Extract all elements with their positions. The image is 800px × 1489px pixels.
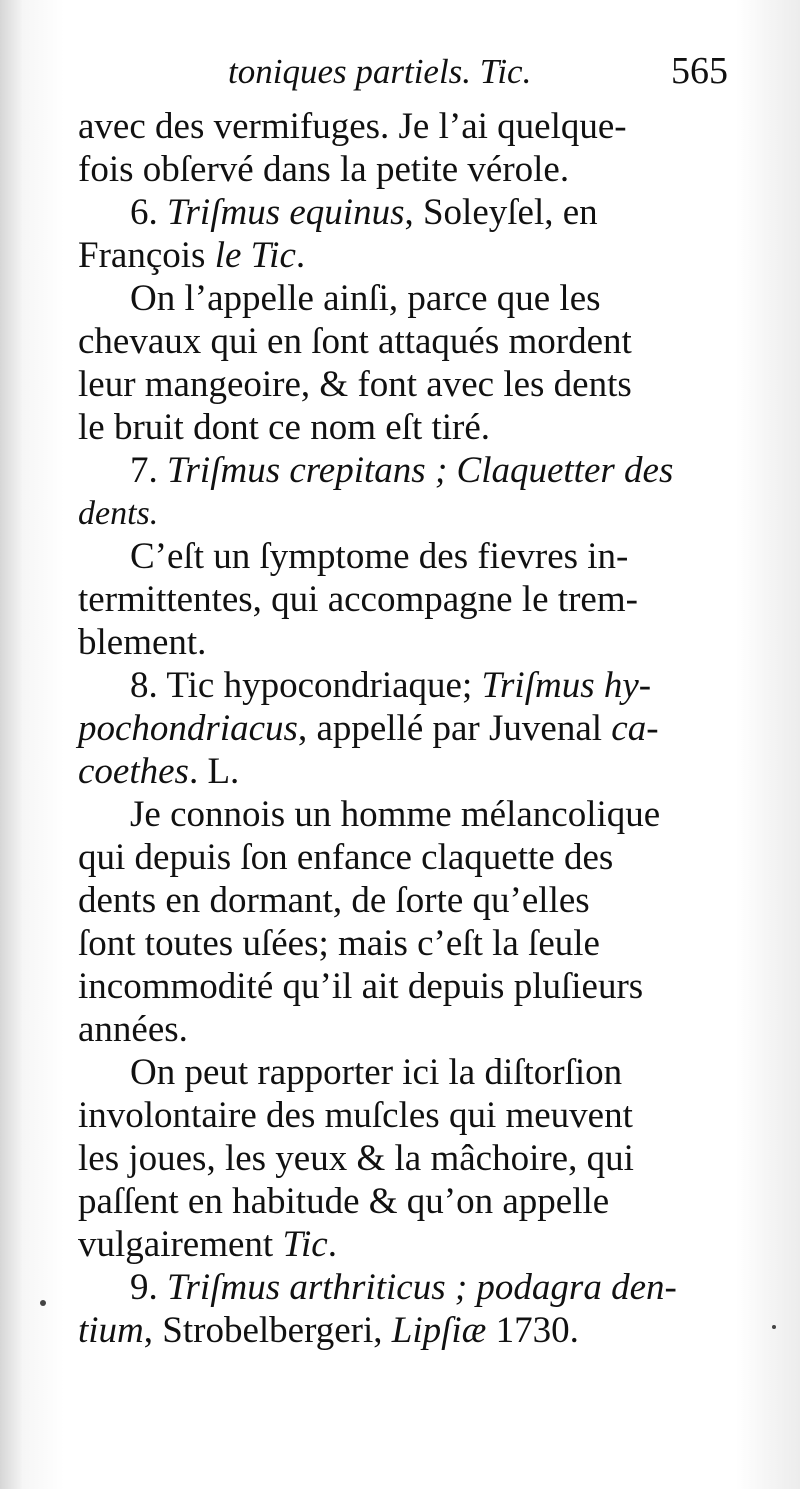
text-span: . xyxy=(327,1224,337,1265)
text-line xyxy=(78,879,728,922)
text-span: 6. xyxy=(130,192,167,233)
text-span: On peut rapporter ici la diſtorſion xyxy=(130,1052,623,1093)
text-line xyxy=(78,1223,728,1266)
text-line xyxy=(78,578,728,621)
text-span: On l’appelle ainſi, parce que les xyxy=(130,278,601,319)
text-line xyxy=(78,191,728,234)
text-span: C’eſt un ſymptome des fievres in- xyxy=(130,536,629,577)
latin-term: pochondriacus xyxy=(78,708,298,749)
text-line xyxy=(78,793,728,836)
page-header xyxy=(78,50,728,93)
page-gutter-shadow xyxy=(0,0,22,1489)
text-line xyxy=(78,105,728,148)
page-number: 565 xyxy=(671,50,728,92)
text-line xyxy=(78,1266,728,1309)
latin-term: Triſmus equinus xyxy=(167,192,405,233)
page-text xyxy=(78,50,728,1352)
italic-term: le Tic xyxy=(214,235,296,276)
text-span: le bruit dont ce nom eſt tiré. xyxy=(78,407,491,448)
text-line xyxy=(78,621,728,664)
text-line xyxy=(78,363,728,406)
text-line xyxy=(78,449,728,492)
text-span: ſont toutes uſées; mais c’eſt la ſeule xyxy=(78,923,600,964)
ink-speck xyxy=(40,1300,46,1306)
text-line xyxy=(78,1180,728,1223)
text-span: vulgairement xyxy=(78,1224,283,1265)
text-line xyxy=(78,750,728,793)
text-span: qui depuis ſon enfance claquette des xyxy=(78,837,614,878)
text-span: , appellé par Juvenal xyxy=(297,708,612,749)
text-span: paſſent en habitude & qu’on appelle xyxy=(78,1181,610,1222)
text-line xyxy=(78,320,728,363)
ink-speck xyxy=(772,1325,776,1329)
text-span: leur mangeoire, & font avec les dents xyxy=(78,364,632,405)
text-span: incommodité qu’il ait depuis pluſieurs xyxy=(78,966,644,1007)
text-line xyxy=(78,1137,728,1180)
text-span: années. xyxy=(78,1009,188,1050)
text-span: avec des vermifuges. Je l’ai quelque- xyxy=(78,106,627,147)
text-line xyxy=(78,664,728,707)
text-span: 8. Tic hypocondriaque; xyxy=(130,665,482,706)
text-span: Je connois un homme mélancolique xyxy=(130,794,661,835)
latin-term: coethes xyxy=(78,751,189,792)
latin-term: Triſmus crepitans ; Claquetter des xyxy=(167,450,674,491)
latin-term: Lipſiæ xyxy=(391,1310,487,1351)
running-title: toniques partiels. Tic. xyxy=(228,52,532,91)
text-span: chevaux qui en ſont attaqués mordent xyxy=(78,321,632,362)
text-line xyxy=(78,1051,728,1094)
text-line xyxy=(78,406,728,449)
text-span: 7. xyxy=(130,450,167,491)
latin-term: Triſmus arthriticus ; podagra den- xyxy=(167,1267,677,1308)
text-line xyxy=(78,1094,728,1137)
text-span: François xyxy=(78,235,215,276)
text-span: dents en dormant, de ſorte qu’elles xyxy=(78,880,590,921)
text-span: les joues, les yeux & la mâchoire, qui xyxy=(78,1138,634,1179)
text-span: fois obſervé dans la petite vérole. xyxy=(78,149,570,190)
text-span: 9. xyxy=(130,1267,167,1308)
italic-term: Tic xyxy=(282,1224,328,1265)
latin-term: tium xyxy=(78,1310,144,1351)
text-line xyxy=(78,1309,728,1352)
text-span: 1730. xyxy=(486,1310,579,1351)
text-line xyxy=(78,836,728,879)
text-line xyxy=(78,965,728,1008)
text-span: termittentes, qui accompagne le trem- xyxy=(78,579,638,620)
text-line xyxy=(78,492,728,535)
italic-term: dents. xyxy=(78,495,159,532)
latin-term: ca- xyxy=(611,708,659,749)
text-span: , Strobelbergeri, xyxy=(143,1310,392,1351)
text-span: involontaire des muſcles qui meuvent xyxy=(78,1095,633,1136)
text-span: , Soleyſel, en xyxy=(404,192,598,233)
latin-term: Triſmus hy- xyxy=(481,665,652,706)
text-line xyxy=(78,1008,728,1051)
text-span: . xyxy=(295,235,306,276)
text-line xyxy=(78,707,728,750)
text-line xyxy=(78,234,728,277)
text-line xyxy=(78,535,728,578)
text-line xyxy=(78,148,728,191)
text-line xyxy=(78,277,728,320)
text-span: blement. xyxy=(78,622,207,663)
text-span: . L. xyxy=(188,751,240,792)
text-line xyxy=(78,922,728,965)
